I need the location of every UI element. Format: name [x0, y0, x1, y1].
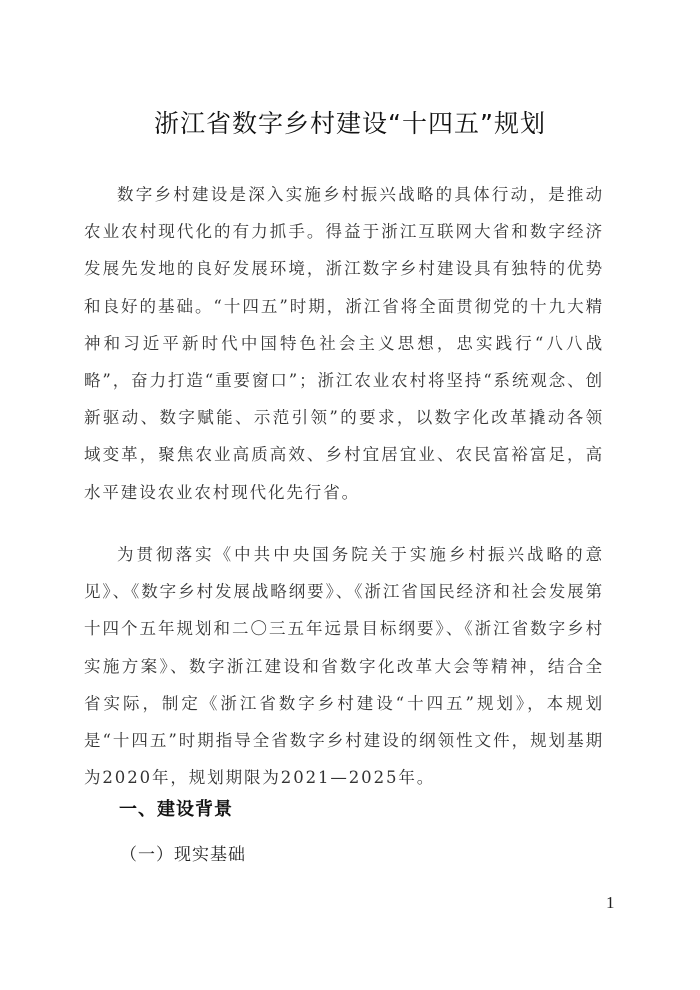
body-paragraph-2 — [84, 536, 604, 796]
page-number: 1 — [606, 893, 615, 912]
paragraph-text: 数字乡村建设是深入实施乡村振兴战略的具体行动，是推动农业农村现代化的有力抓手。得益于浙江互联网大省和数字经济发展先发地的良好发展环境，浙江数字乡村建设具有独特的优势和良好的基础。“十四五”时期，浙江省将全面贯彻党的十九大精神和习近平新时代中国特色社会主义思想，忠实践行“八八战略”，奋力打造“重要窗口”；浙江农业农村将坚持“系统观念、创新驱动、数字赋能、示范引领”的要求，以数字化改革撬动各领域变革，聚焦农业高质高效、乡村宜居宜业、农民富裕富足，高水平建设农业农村现代化先行省。 — [84, 185, 604, 502]
paragraph-text: 为贯彻落实《中共中央国务院关于实施乡村振兴战略的意见》、《数字乡村发展战略纲要》、《浙江省国民经济和社会发展第十四个五年规划和二〇三五年远景目标纲要》、《浙江省数字乡村实施方案》、数字浙江建设和省数字化改革大会等精神，结合全省实际，制定《浙江省数字乡村建设“十四五”规划》，本规划是“十四五”时期指导全省数字乡村建设的纲领性文件，规划基期为2020年，规划期限为2021—2025年。 — [84, 545, 604, 788]
subsection-heading: （一）现实基础 — [120, 845, 246, 865]
document-title: 浙江省数字乡村建设“十四五”规划 — [154, 109, 546, 138]
body-paragraph-1 — [84, 176, 604, 511]
section-heading: 一、建设背景 — [119, 799, 233, 820]
